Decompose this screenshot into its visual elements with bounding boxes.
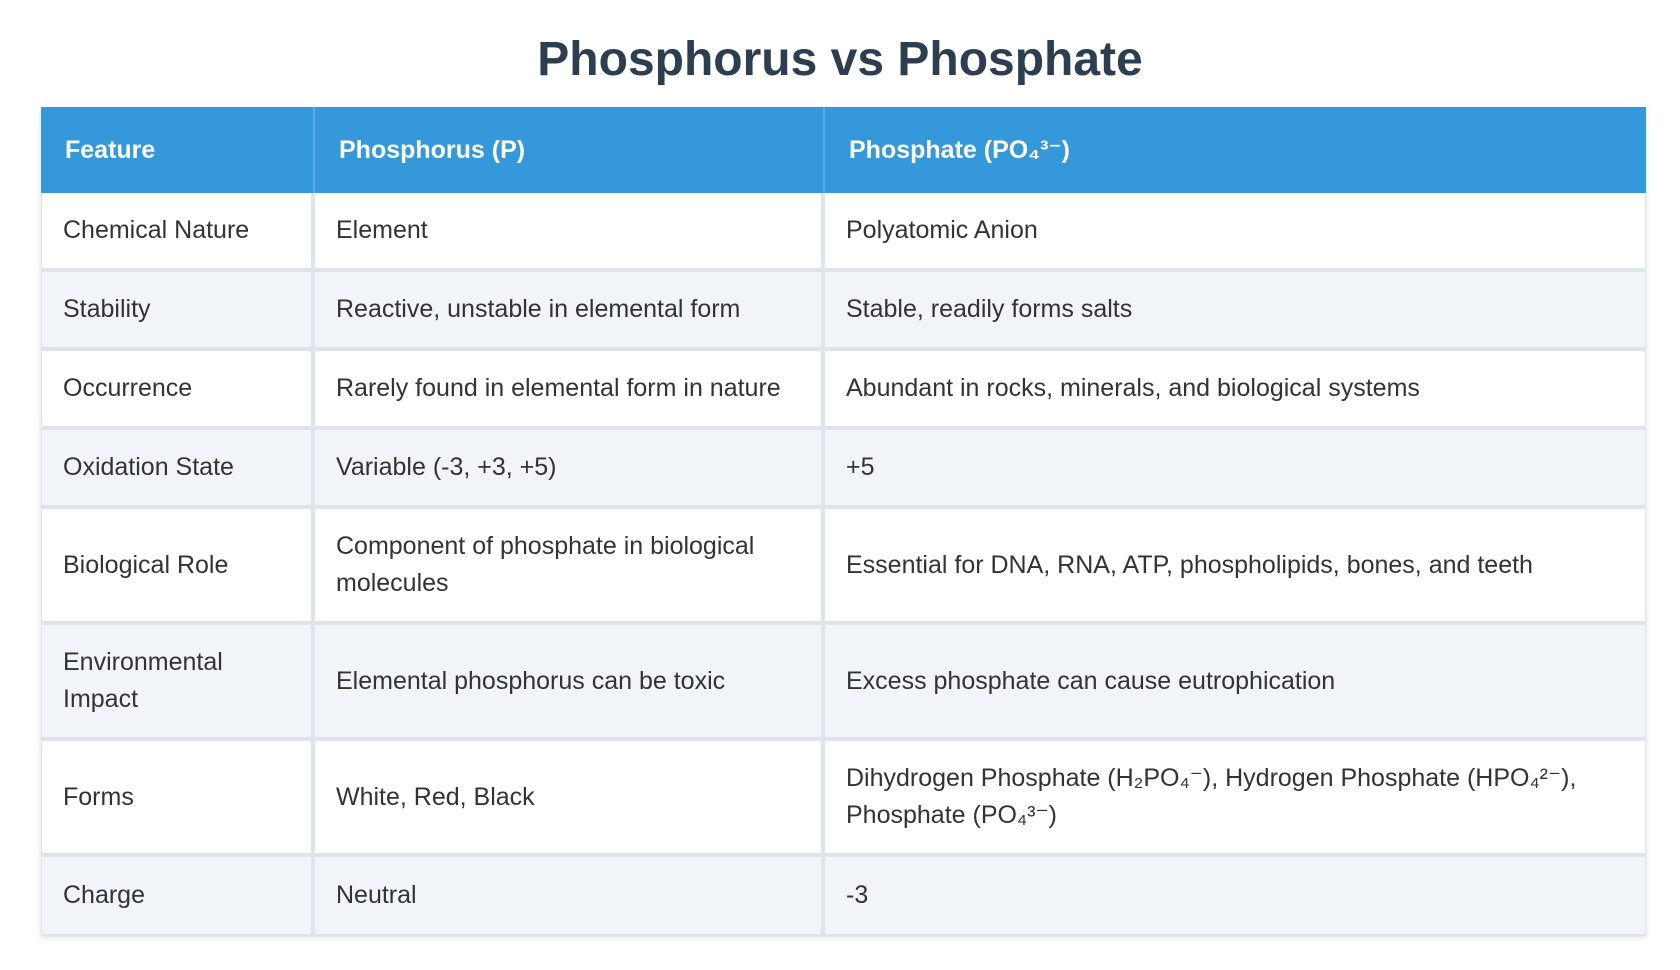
phosphate-cell: Essential for DNA, RNA, ATP, phospholipids, bones, and teeth [825, 509, 1646, 625]
table-row [41, 430, 1646, 509]
feature-cell: Occurrence [41, 351, 315, 430]
phosphate-cell: Excess phosphate can cause eutrophication [825, 625, 1646, 741]
feature-cell: Chemical Nature [41, 193, 315, 272]
header-phosphate: Phosphate (PO₄³⁻) [825, 107, 1646, 193]
feature-cell: Oxidation State [41, 430, 315, 509]
phosphorus-cell: Element [315, 193, 825, 272]
feature-cell: Charge [41, 857, 315, 936]
phosphate-cell: Stable, readily forms salts [825, 272, 1646, 351]
header-feature: Feature [41, 107, 315, 193]
phosphate-cell: Abundant in rocks, minerals, and biological systems [825, 351, 1646, 430]
phosphorus-cell: Reactive, unstable in elemental form [315, 272, 825, 351]
phosphate-cell: Dihydrogen Phosphate (H₂PO₄⁻), Hydrogen Phosphate (HPO₄²⁻), Phosphate (PO₄³⁻) [825, 741, 1646, 857]
phosphate-cell: +5 [825, 430, 1646, 509]
phosphorus-cell: Elemental phosphorus can be toxic [315, 625, 825, 741]
page-title: Phosphorus vs Phosphate [537, 33, 1143, 86]
table-row [41, 193, 1646, 272]
header-phosphorus: Phosphorus (P) [315, 107, 825, 193]
phosphorus-cell: Rarely found in elemental form in nature [315, 351, 825, 430]
feature-cell: Forms [41, 741, 315, 857]
feature-cell: Biological Role [41, 509, 315, 625]
feature-cell: Environmental Impact [41, 625, 315, 741]
table-row [41, 857, 1646, 936]
table-row [41, 625, 1646, 741]
table-row [41, 272, 1646, 351]
phosphorus-cell: Neutral [315, 857, 825, 936]
phosphate-cell: Polyatomic Anion [825, 193, 1646, 272]
phosphorus-cell: Variable (-3, +3, +5) [315, 430, 825, 509]
feature-cell: Stability [41, 272, 315, 351]
phosphate-cell: -3 [825, 857, 1646, 936]
phosphorus-cell: White, Red, Black [315, 741, 825, 857]
table-header [41, 107, 1646, 193]
table-row [41, 509, 1646, 625]
header-row [41, 107, 1646, 193]
table-body [41, 193, 1646, 936]
table-row [41, 741, 1646, 857]
comparison-table [41, 107, 1646, 936]
table-row [41, 351, 1646, 430]
phosphorus-cell: Component of phosphate in biological molecules [315, 509, 825, 625]
